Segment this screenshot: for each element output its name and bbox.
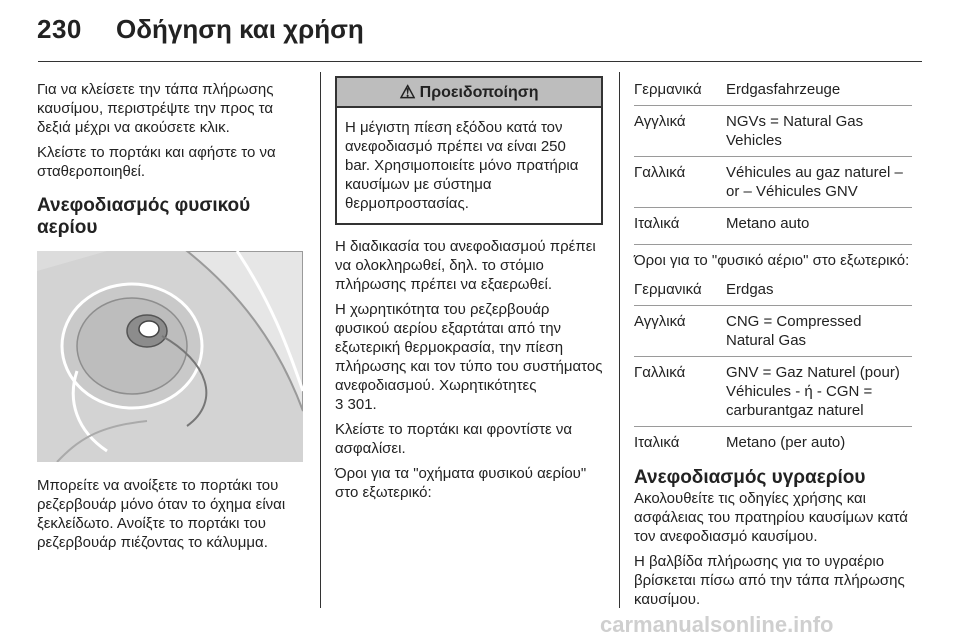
- paragraph: Όροι για το "φυσικό αέριο" στο εξωτερικό:: [634, 244, 912, 270]
- paragraph: Κλείστε το πορτάκι και αφήστε το να σταθεροποιηθεί.: [37, 144, 276, 180]
- paragraph: Η διαδικασία του ανεφοδιασμού πρέπει να ολοκληρωθεί, δηλ. το στόμιο πλήρωσης πρέπει να εξαερωθεί.: [335, 238, 596, 293]
- paragraph: Κλείστε το πορτάκι και φροντίστε να ασφαλίσει.: [335, 421, 573, 457]
- watermark: carmanualsonline.info: [600, 612, 834, 637]
- table-row: Γαλλικά GNV = Gaz Naturel (pour) Véhicules - ή - CGN = carburantgaz naturel: [634, 357, 912, 427]
- middle-column: [335, 76, 603, 508]
- fuel-door-drawing: [37, 251, 303, 462]
- left-column: [37, 80, 305, 558]
- table-row: Γαλλικά Véhicules au gaz naturel – or – Véhicules GNV: [634, 157, 912, 208]
- page-reference: 3 301.: [335, 396, 377, 413]
- section-heading: Ανεφοδιασμός φυσικού αερίου: [37, 195, 251, 238]
- page-title: Οδήγηση και χρήση: [116, 14, 364, 44]
- table-row: Ιταλικά Metano (per auto): [634, 434, 846, 451]
- gas-terms-table: [634, 280, 912, 463]
- paragraph: Όροι για τα "οχήματα φυσικού αερίου" στο εξωτερικό:: [335, 465, 587, 501]
- paragraph: Η χωρητικότητα του ρεζερβουάρ φυσικού αερίου εξαρτάται από την εξωτερική θερμοκρασία, την πίεση πλήρωσης και τον τύπο του συστήματος ανεφοδιασμού. Χωρητικότητες: [335, 301, 603, 394]
- warning-text: Η μέγιστη πίεση εξόδου κατά τον ανεφοδιασμό πρέπει να είναι 250 bar. Χρησιμοποιείτε μόνο πρατήρια καυσίμων με σύστημα θερμοπροστασίας.: [345, 119, 579, 212]
- page-header: [0, 0, 960, 62]
- paragraph: Ακολουθείτε τις οδηγίες χρήσης και ασφάλειας του πρατηρίου καυσίμων κατά τον ανεφοδιασμό καυσίμου.: [634, 490, 908, 545]
- table-row: Ιταλικά Metano auto: [634, 215, 810, 232]
- warning-header: [337, 78, 601, 108]
- table-row: Αγγλικά CNG = Compressed Natural Gas: [634, 306, 912, 357]
- warning-box: [335, 76, 603, 225]
- warning-title: Προειδοποίηση: [419, 83, 539, 101]
- column-divider: [619, 72, 620, 608]
- table-row: Αγγλικά NGVs = Natural Gas Vehicles: [634, 106, 912, 157]
- header-rule: [38, 61, 922, 62]
- vehicle-terms-table: [634, 80, 912, 244]
- paragraph: Η βαλβίδα πλήρωσης για το υγραέριο βρίσκεται πίσω από την τάπα πλήρωσης καυσίμου.: [634, 553, 905, 608]
- table-row: Γερμανικά Erdgas: [634, 280, 912, 306]
- table-row: Γερμανικά Erdgasfahrzeuge: [634, 80, 912, 106]
- warning-triangle-icon: ⚠: [399, 81, 416, 102]
- section-heading: Ανεφοδιασμός υγραερίου: [634, 467, 866, 488]
- column-divider: [320, 72, 321, 608]
- fuel-filler-illustration: [37, 251, 303, 462]
- paragraph: Μπορείτε να ανοίξετε το πορτάκι του ρεζερβουάρ μόνο όταν το όχημα είναι ξεκλείδωτο. Ανοίξτε το πορτάκι του ρεζερβουάρ πιέζοντας το κάλυμμα.: [37, 477, 286, 551]
- right-column: [634, 80, 912, 615]
- page-number: 230: [37, 14, 82, 44]
- paragraph: Για να κλείσετε την τάπα πλήρωσης καυσίμου, περιστρέψτε την προς τα δεξιά μέχρι να ακούσετε κλικ.: [37, 81, 274, 136]
